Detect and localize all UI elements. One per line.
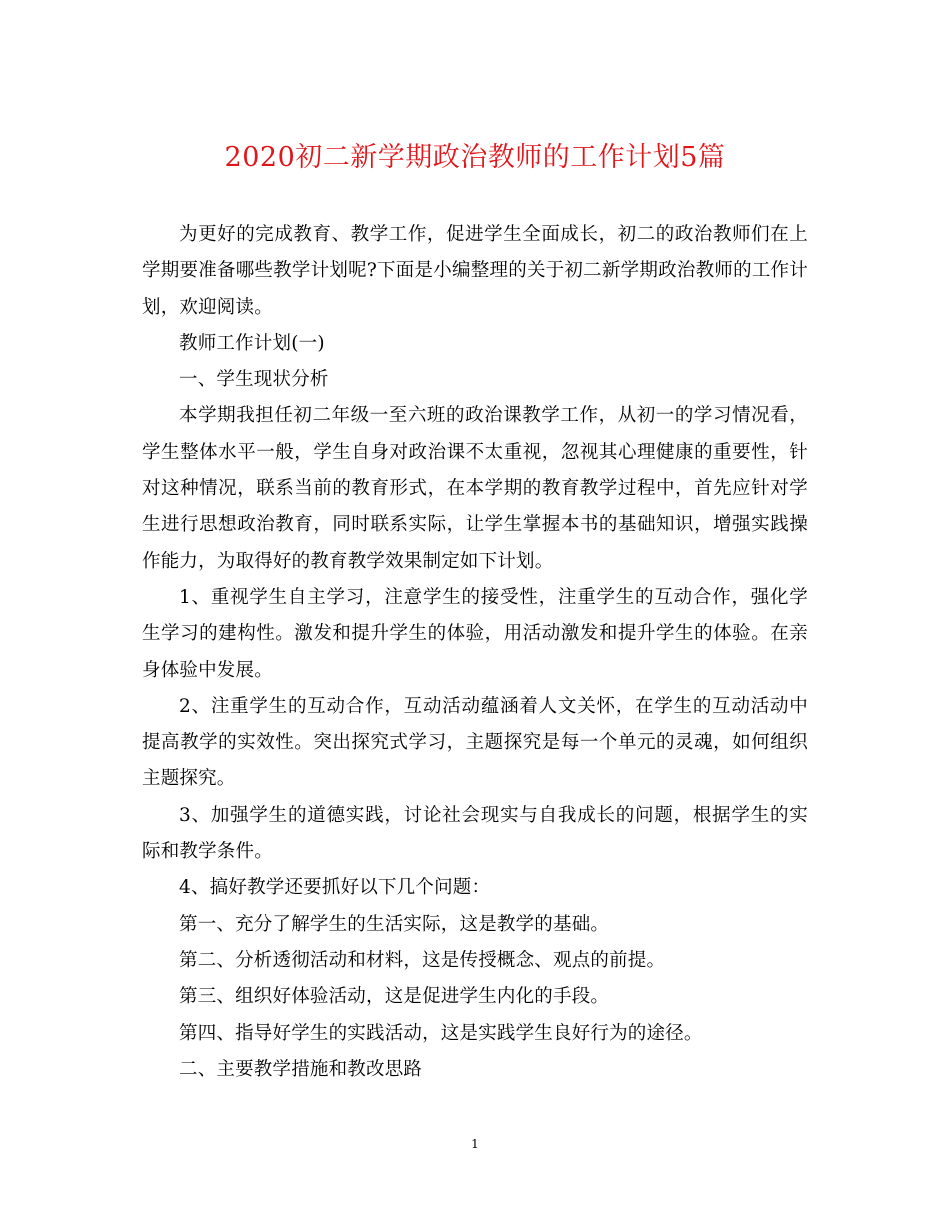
- ordinal-item-2: 第二、分析透彻活动和材料，这是传授概念、观点的前提。: [179, 949, 666, 971]
- numbered-item-1: 1、重视学生自主学习，注意学生的接受性，注重学生的互动合作，强化学生学习的建构性。激发和提升学生的体验，用活动激发和提升学生的体验。在亲身体验中发展。: [142, 586, 808, 681]
- numbered-item-2: 2、注重学生的互动合作，互动活动蕴涵着人文关怀，在学生的互动活动中提高教学的实效性。突出探究式学习，主题探究是每一个单元的灵魂，如何组织主题探究。: [142, 695, 808, 790]
- plan-heading: 教师工作计划(一): [179, 332, 325, 354]
- numbered-item-3: 3、加强学生的道德实践，讨论社会现实与自我成长的问题，根据学生的实际和教学条件。: [142, 804, 808, 863]
- ordinal-item-3: 第三、组织好体验活动，这是促进学生内化的手段。: [179, 986, 610, 1008]
- analysis-paragraph: 本学期我担任初二年级一至六班的政治课教学工作，从初一的学习情况看，学生整体水平一般，学生自身对政治课不太重视，忽视其心理健康的重要性，针对这种情况，联系当前的教育形式，在本学期的教育教学过程中，首先应针对学生进行思想政治教育，同时联系实际，让学生掌握本书的基础知识，增强实践操作能力，为取得好的教育教学效果制定如下计划。: [142, 405, 808, 572]
- ordinal-item-4: 第四、指导好学生的实践活动，这是实践学生良好行为的途径。: [179, 1022, 703, 1044]
- numbered-item-4: 4、搞好教学还要抓好以下几个问题：: [179, 877, 491, 899]
- section-heading-2: 二、主要教学措施和教改思路: [179, 1058, 423, 1080]
- ordinal-item-1: 第一、充分了解学生的生活实际，这是教学的基础。: [179, 913, 610, 935]
- page-number: 1: [471, 1137, 479, 1151]
- section-heading-1: 一、学生现状分析: [179, 369, 329, 391]
- document-title: 2020初二新学期政治教师的工作计划5篇: [224, 142, 726, 173]
- intro-paragraph: 为更好的完成教育、教学工作，促进学生全面成长，初二的政治教师们在上学期要准备哪些教学计划呢?下面是小编整理的关于初二新学期政治教师的工作计划，欢迎阅读。: [142, 224, 808, 318]
- document-body: [142, 217, 808, 1088]
